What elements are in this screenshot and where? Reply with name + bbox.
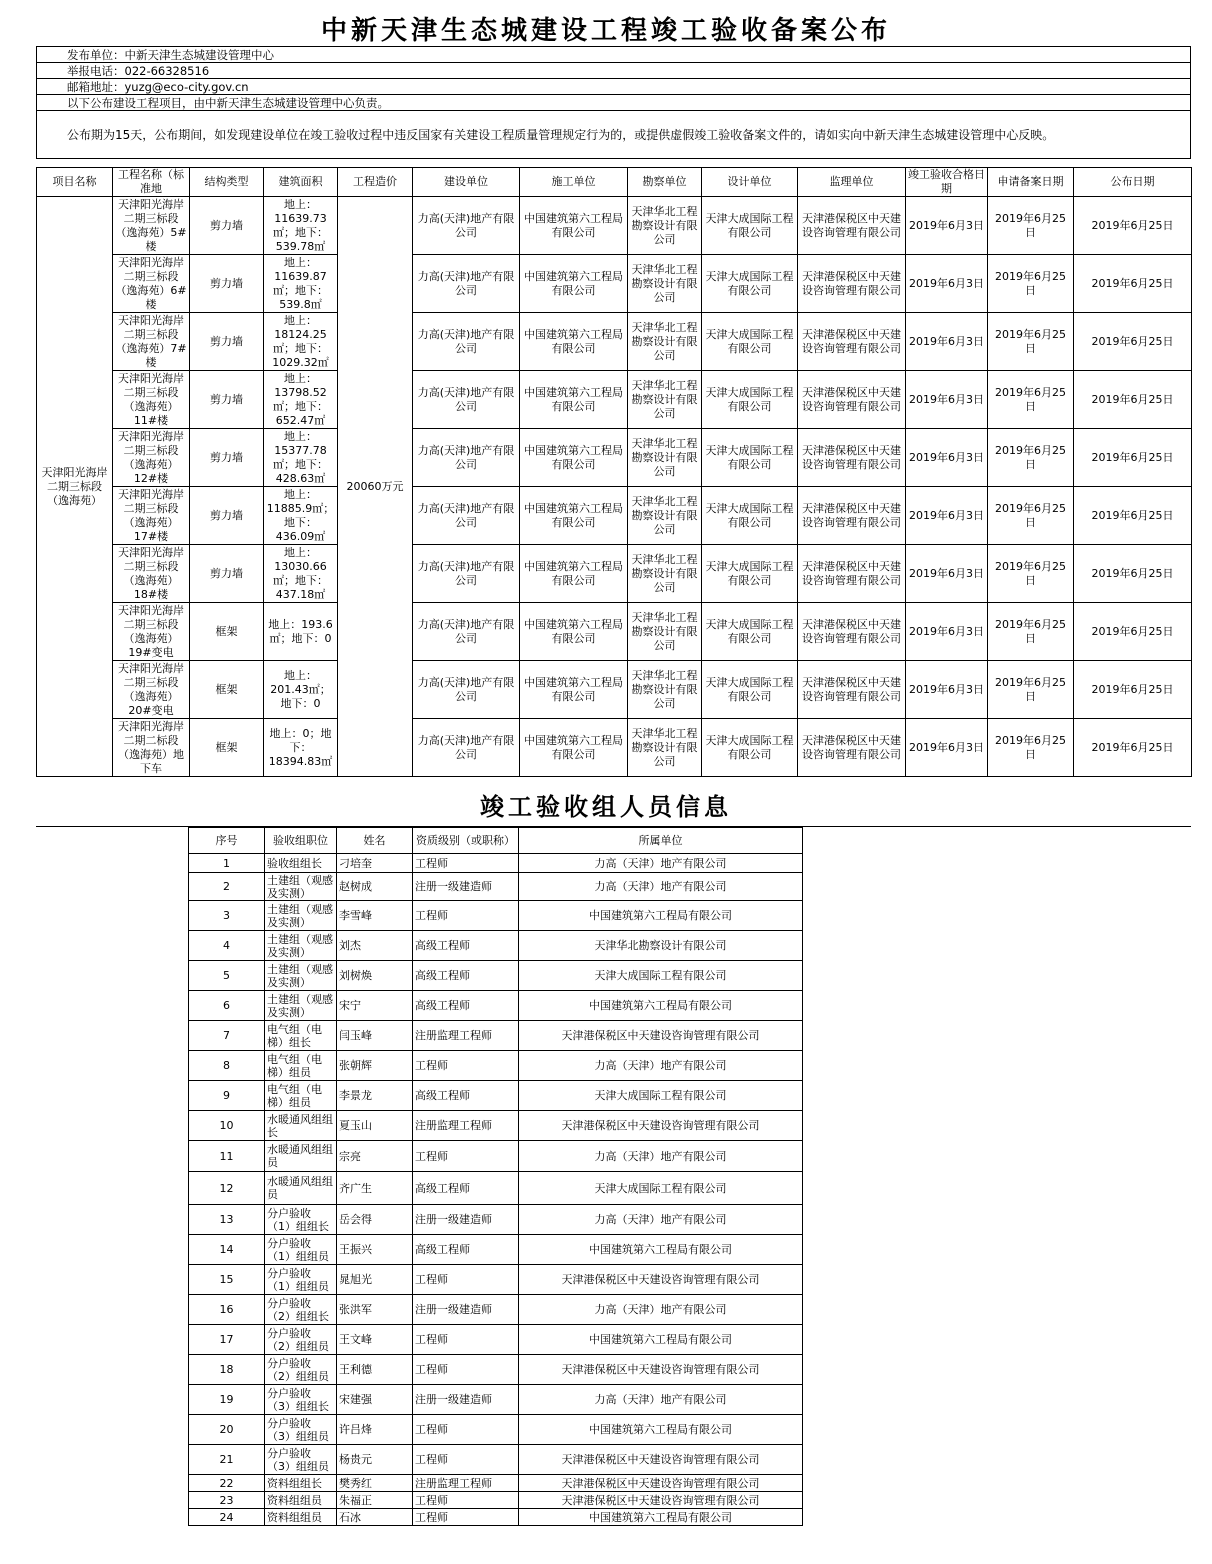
staff-no: 23 (189, 1492, 265, 1509)
staff-row (189, 961, 803, 991)
staff-level: 注册一级建造师 (413, 1205, 519, 1235)
work-name-cell: 天津阳光海岸二期三标段（逸海苑）18#楼 (113, 545, 190, 603)
designer-cell: 天津大成国际工程有限公司 (702, 313, 798, 371)
column-header: 设计单位 (702, 168, 798, 197)
staff-unit: 天津港保税区中天建设咨询管理有限公司 (519, 1111, 803, 1141)
designer-cell: 天津大成国际工程有限公司 (702, 719, 798, 777)
responsibility-line: 以下公布建设工程项目，由中新天津生态城建设管理中心负责。 (37, 95, 1191, 111)
staff-row (189, 1021, 803, 1051)
staff-no: 13 (189, 1205, 265, 1235)
work-name-cell: 天津阳光海岸二期二标段（逸海苑）地下车 (113, 719, 190, 777)
apply-date-cell: 2019年6月25日 (988, 197, 1074, 255)
project-name-cell: 天津阳光海岸二期三标段（逸海苑） (37, 197, 113, 777)
work-name-cell: 天津阳光海岸二期三标段（逸海苑）20#变电 (113, 661, 190, 719)
work-name-cell: 天津阳光海岸二期三标段（逸海苑）7#楼 (113, 313, 190, 371)
publish-date-cell: 2019年6月25日 (1074, 371, 1192, 429)
staff-row (189, 1445, 803, 1475)
staff-unit: 力高（天津）地产有限公司 (519, 854, 803, 873)
staff-name: 岳会得 (337, 1205, 413, 1235)
accept-date-cell: 2019年6月3日 (906, 603, 988, 661)
staff-row (189, 991, 803, 1021)
page-title: 中新天津生态城建设工程竣工验收备案公布 (320, 16, 891, 46)
area-cell: 地上：13030.66㎡；地下：437.18㎡ (264, 545, 338, 603)
staff-role: 分户验收（3）组组员 (265, 1415, 337, 1445)
staff-name: 张朝辉 (337, 1051, 413, 1081)
surveyor-cell: 天津华北工程勘察设计有限公司 (628, 719, 702, 777)
supervisor-cell: 天津港保税区中天建设咨询管理有限公司 (798, 429, 906, 487)
contractor-cell: 中国建筑第六工程局有限公司 (520, 197, 628, 255)
designer-cell: 天津大成国际工程有限公司 (702, 371, 798, 429)
column-header: 工程名称（标准地 (113, 168, 190, 197)
staff-level: 高级工程师 (413, 1081, 519, 1111)
supervisor-cell: 天津港保税区中天建设咨询管理有限公司 (798, 197, 906, 255)
builder-cell: 力高(天津)地产有限公司 (413, 371, 520, 429)
staff-row (189, 1355, 803, 1385)
staff-no: 1 (189, 854, 265, 873)
staff-no: 10 (189, 1111, 265, 1141)
staff-name: 王振兴 (337, 1235, 413, 1265)
staff-unit: 力高（天津）地产有限公司 (519, 1141, 803, 1172)
designer-cell: 天津大成国际工程有限公司 (702, 661, 798, 719)
staff-no: 4 (189, 931, 265, 961)
staff-no: 2 (189, 873, 265, 901)
staff-unit: 天津港保税区中天建设咨询管理有限公司 (519, 1021, 803, 1051)
staff-row (189, 901, 803, 931)
staff-row (189, 1172, 803, 1205)
staff-level: 工程师 (413, 854, 519, 873)
builder-cell: 力高(天津)地产有限公司 (413, 719, 520, 777)
apply-date-cell: 2019年6月25日 (988, 661, 1074, 719)
staff-level: 高级工程师 (413, 961, 519, 991)
builder-cell: 力高(天津)地产有限公司 (413, 313, 520, 371)
supervisor-cell: 天津港保税区中天建设咨询管理有限公司 (798, 487, 906, 545)
staff-row (189, 1111, 803, 1141)
publish-date-cell: 2019年6月25日 (1074, 487, 1192, 545)
staff-role: 电气组（电梯）组长 (265, 1021, 337, 1051)
publish-date-cell: 2019年6月25日 (1074, 197, 1192, 255)
apply-date-cell: 2019年6月25日 (988, 429, 1074, 487)
staff-role: 水暖通风组组员 (265, 1172, 337, 1205)
staff-unit: 天津港保税区中天建设咨询管理有限公司 (519, 1475, 803, 1492)
staff-row (189, 1415, 803, 1445)
staff-name: 闫玉峰 (337, 1021, 413, 1051)
contractor-cell: 中国建筑第六工程局有限公司 (520, 487, 628, 545)
staff-unit: 力高（天津）地产有限公司 (519, 1385, 803, 1415)
column-header: 结构类型 (190, 168, 264, 197)
surveyor-cell: 天津华北工程勘察设计有限公司 (628, 313, 702, 371)
phone-line: 举报电话：022-66328516 (37, 63, 1191, 79)
apply-date-cell: 2019年6月25日 (988, 719, 1074, 777)
work-name-cell: 天津阳光海岸二期三标段（逸海苑）12#楼 (113, 429, 190, 487)
builder-cell: 力高(天津)地产有限公司 (413, 603, 520, 661)
staff-unit: 天津港保税区中天建设咨询管理有限公司 (519, 1445, 803, 1475)
staff-row (189, 1509, 803, 1526)
staff-no: 6 (189, 991, 265, 1021)
accept-date-cell: 2019年6月3日 (906, 313, 988, 371)
staff-role: 电气组（电梯）组员 (265, 1081, 337, 1111)
staff-level: 工程师 (413, 1051, 519, 1081)
work-name-cell: 天津阳光海岸二期三标段（逸海苑）11#楼 (113, 371, 190, 429)
builder-cell: 力高(天津)地产有限公司 (413, 487, 520, 545)
staff-role: 土建组（观感及实测） (265, 991, 337, 1021)
staff-name: 许吕烽 (337, 1415, 413, 1445)
publish-date-cell: 2019年6月25日 (1074, 255, 1192, 313)
cost-cell: 20060万元 (338, 197, 413, 777)
area-cell: 地上：11639.73㎡；地下：539.78㎡ (264, 197, 338, 255)
publish-date-cell: 2019年6月25日 (1074, 429, 1192, 487)
table-row (37, 371, 1192, 429)
structure-cell: 框架 (190, 719, 264, 777)
project-table (36, 167, 1192, 777)
staff-no: 8 (189, 1051, 265, 1081)
staff-name: 晁旭光 (337, 1265, 413, 1295)
staff-name: 宋宁 (337, 991, 413, 1021)
structure-cell: 剪力墙 (190, 197, 264, 255)
staff-table (188, 827, 803, 1526)
accept-date-cell: 2019年6月3日 (906, 487, 988, 545)
publish-date-cell: 2019年6月25日 (1074, 661, 1192, 719)
staff-column-header: 所属单位 (519, 828, 803, 854)
builder-cell: 力高(天津)地产有限公司 (413, 661, 520, 719)
staff-no: 12 (189, 1172, 265, 1205)
staff-level: 工程师 (413, 1445, 519, 1475)
staff-name: 朱福正 (337, 1492, 413, 1509)
contractor-cell: 中国建筑第六工程局有限公司 (520, 545, 628, 603)
structure-cell: 框架 (190, 661, 264, 719)
staff-name: 石冰 (337, 1509, 413, 1526)
accept-date-cell: 2019年6月3日 (906, 719, 988, 777)
staff-row (189, 1265, 803, 1295)
staff-row (189, 1475, 803, 1492)
staff-unit: 力高（天津）地产有限公司 (519, 1295, 803, 1325)
staff-name: 刘树焕 (337, 961, 413, 991)
staff-role: 电气组（电梯）组员 (265, 1051, 337, 1081)
area-cell: 地上：201.43㎡；地下：0 (264, 661, 338, 719)
area-cell: 地上：13798.52㎡；地下：652.47㎡ (264, 371, 338, 429)
staff-role: 分户验收（3）组组员 (265, 1445, 337, 1475)
staff-no: 11 (189, 1141, 265, 1172)
email-line: 邮箱地址：yuzg@eco-city.gov.cn (37, 79, 1191, 95)
staff-level: 高级工程师 (413, 1235, 519, 1265)
designer-cell: 天津大成国际工程有限公司 (702, 255, 798, 313)
staff-level: 高级工程师 (413, 991, 519, 1021)
table-row (37, 197, 1192, 255)
accept-date-cell: 2019年6月3日 (906, 371, 988, 429)
staff-level: 工程师 (413, 901, 519, 931)
staff-name: 王文峰 (337, 1325, 413, 1355)
staff-unit: 天津大成国际工程有限公司 (519, 1172, 803, 1205)
surveyor-cell: 天津华北工程勘察设计有限公司 (628, 255, 702, 313)
contractor-cell: 中国建筑第六工程局有限公司 (520, 255, 628, 313)
surveyor-cell: 天津华北工程勘察设计有限公司 (628, 197, 702, 255)
column-header: 建筑面积 (264, 168, 338, 197)
contractor-cell: 中国建筑第六工程局有限公司 (520, 661, 628, 719)
work-name-cell: 天津阳光海岸二期三标段（逸海苑）17#楼 (113, 487, 190, 545)
staff-unit: 天津大成国际工程有限公司 (519, 961, 803, 991)
column-header: 竣工验收合格日期 (906, 168, 988, 197)
staff-column-header: 姓名 (337, 828, 413, 854)
staff-role: 分户验收（1）组组长 (265, 1205, 337, 1235)
area-cell: 地上：0；地下：18394.83㎡ (264, 719, 338, 777)
staff-row (189, 1141, 803, 1172)
designer-cell: 天津大成国际工程有限公司 (702, 545, 798, 603)
staff-level: 注册一级建造师 (413, 1295, 519, 1325)
staff-name: 李雪峰 (337, 901, 413, 931)
staff-unit: 中国建筑第六工程局有限公司 (519, 1415, 803, 1445)
staff-role: 分户验收（2）组组员 (265, 1355, 337, 1385)
staff-no: 21 (189, 1445, 265, 1475)
staff-unit: 力高（天津）地产有限公司 (519, 1205, 803, 1235)
staff-role: 分户验收（3）组组长 (265, 1385, 337, 1415)
staff-role: 土建组（观感及实测） (265, 931, 337, 961)
notice-text: 公布期为15天，公布期间，如发现建设单位在竣工验收过程中违反国家有关建设工程质量管理规定行为的，或提供虚假竣工验收备案文件的，请如实向中新天津生态城建设管理中心反映。 (37, 111, 1191, 159)
staff-name: 杨贵元 (337, 1445, 413, 1475)
surveyor-cell: 天津华北工程勘察设计有限公司 (628, 487, 702, 545)
staff-column-header: 验收组职位 (265, 828, 337, 854)
staff-row (189, 873, 803, 901)
staff-unit: 中国建筑第六工程局有限公司 (519, 991, 803, 1021)
builder-cell: 力高(天津)地产有限公司 (413, 545, 520, 603)
table-row (37, 313, 1192, 371)
column-header: 项目名称 (37, 168, 113, 197)
staff-level: 高级工程师 (413, 931, 519, 961)
staff-row (189, 854, 803, 873)
staff-unit: 中国建筑第六工程局有限公司 (519, 1325, 803, 1355)
surveyor-cell: 天津华北工程勘察设计有限公司 (628, 371, 702, 429)
column-header: 申请备案日期 (988, 168, 1074, 197)
staff-unit: 中国建筑第六工程局有限公司 (519, 1509, 803, 1526)
staff-level: 工程师 (413, 1415, 519, 1445)
area-cell: 地上：11885.9㎡；地下：436.09㎡ (264, 487, 338, 545)
area-cell: 地上：11639.87㎡；地下：539.8㎡ (264, 255, 338, 313)
designer-cell: 天津大成国际工程有限公司 (702, 197, 798, 255)
surveyor-cell: 天津华北工程勘察设计有限公司 (628, 545, 702, 603)
staff-no: 7 (189, 1021, 265, 1051)
contractor-cell: 中国建筑第六工程局有限公司 (520, 313, 628, 371)
table-row (37, 255, 1192, 313)
staff-level: 高级工程师 (413, 1172, 519, 1205)
apply-date-cell: 2019年6月25日 (988, 603, 1074, 661)
publish-date-cell: 2019年6月25日 (1074, 545, 1192, 603)
staff-role: 土建组（观感及实测） (265, 961, 337, 991)
publish-date-cell: 2019年6月25日 (1074, 603, 1192, 661)
staff-unit: 天津港保税区中天建设咨询管理有限公司 (519, 1265, 803, 1295)
staff-unit: 天津港保税区中天建设咨询管理有限公司 (519, 1355, 803, 1385)
apply-date-cell: 2019年6月25日 (988, 371, 1074, 429)
staff-column-header: 序号 (189, 828, 265, 854)
staff-row (189, 1235, 803, 1265)
staff-level: 注册一级建造师 (413, 873, 519, 901)
staff-name: 齐广生 (337, 1172, 413, 1205)
surveyor-cell: 天津华北工程勘察设计有限公司 (628, 661, 702, 719)
staff-section-title: 竣工验收组人员信息 (480, 792, 732, 821)
work-name-cell: 天津阳光海岸二期三标段（逸海苑）6#楼 (113, 255, 190, 313)
apply-date-cell: 2019年6月25日 (988, 545, 1074, 603)
contractor-cell: 中国建筑第六工程局有限公司 (520, 371, 628, 429)
staff-level: 注册监理工程师 (413, 1021, 519, 1051)
staff-row (189, 1492, 803, 1509)
staff-level: 工程师 (413, 1355, 519, 1385)
staff-name: 张洪军 (337, 1295, 413, 1325)
contractor-cell: 中国建筑第六工程局有限公司 (520, 603, 628, 661)
staff-no: 24 (189, 1509, 265, 1526)
staff-role: 水暖通风组组长 (265, 1111, 337, 1141)
staff-level: 工程师 (413, 1509, 519, 1526)
contractor-cell: 中国建筑第六工程局有限公司 (520, 429, 628, 487)
apply-date-cell: 2019年6月25日 (988, 313, 1074, 371)
staff-role: 资料组组员 (265, 1509, 337, 1526)
staff-role: 土建组（观感及实测） (265, 873, 337, 901)
staff-no: 20 (189, 1415, 265, 1445)
staff-role: 分户验收（1）组组员 (265, 1265, 337, 1295)
staff-level: 注册监理工程师 (413, 1111, 519, 1141)
column-header: 公布日期 (1074, 168, 1192, 197)
accept-date-cell: 2019年6月3日 (906, 255, 988, 313)
designer-cell: 天津大成国际工程有限公司 (702, 429, 798, 487)
staff-name: 宗亮 (337, 1141, 413, 1172)
staff-role: 土建组（观感及实测） (265, 901, 337, 931)
structure-cell: 剪力墙 (190, 487, 264, 545)
staff-name: 夏玉山 (337, 1111, 413, 1141)
staff-name: 樊秀红 (337, 1475, 413, 1492)
staff-no: 9 (189, 1081, 265, 1111)
info-table (36, 46, 1191, 159)
staff-name: 刁培奎 (337, 854, 413, 873)
staff-no: 17 (189, 1325, 265, 1355)
staff-role: 分户验收（2）组组员 (265, 1325, 337, 1355)
supervisor-cell: 天津港保税区中天建设咨询管理有限公司 (798, 719, 906, 777)
staff-name: 赵树成 (337, 873, 413, 901)
structure-cell: 剪力墙 (190, 255, 264, 313)
publish-date-cell: 2019年6月25日 (1074, 719, 1192, 777)
staff-row (189, 1385, 803, 1415)
staff-name: 李景龙 (337, 1081, 413, 1111)
apply-date-cell: 2019年6月25日 (988, 255, 1074, 313)
staff-level: 工程师 (413, 1265, 519, 1295)
staff-no: 22 (189, 1475, 265, 1492)
apply-date-cell: 2019年6月25日 (988, 487, 1074, 545)
staff-role: 资料组组长 (265, 1475, 337, 1492)
table-row (37, 603, 1192, 661)
structure-cell: 剪力墙 (190, 313, 264, 371)
table-row (37, 719, 1192, 777)
staff-header-row (189, 828, 803, 854)
designer-cell: 天津大成国际工程有限公司 (702, 603, 798, 661)
staff-level: 工程师 (413, 1141, 519, 1172)
supervisor-cell: 天津港保税区中天建设咨询管理有限公司 (798, 603, 906, 661)
staff-role: 分户验收（1）组组员 (265, 1235, 337, 1265)
column-header: 监理单位 (798, 168, 906, 197)
area-cell: 地上：193.6㎡；地下：0 (264, 603, 338, 661)
staff-unit: 力高（天津）地产有限公司 (519, 873, 803, 901)
staff-row (189, 1051, 803, 1081)
staff-name: 宋建强 (337, 1385, 413, 1415)
supervisor-cell: 天津港保税区中天建设咨询管理有限公司 (798, 255, 906, 313)
staff-no: 3 (189, 901, 265, 931)
column-header: 工程造价 (338, 168, 413, 197)
builder-cell: 力高(天津)地产有限公司 (413, 197, 520, 255)
staff-row (189, 1295, 803, 1325)
staff-row (189, 1081, 803, 1111)
staff-unit: 中国建筑第六工程局有限公司 (519, 1235, 803, 1265)
staff-name: 刘杰 (337, 931, 413, 961)
staff-unit: 天津港保税区中天建设咨询管理有限公司 (519, 1492, 803, 1509)
accept-date-cell: 2019年6月3日 (906, 429, 988, 487)
publisher-line: 发布单位：中新天津生态城建设管理中心 (37, 47, 1191, 63)
staff-unit: 中国建筑第六工程局有限公司 (519, 901, 803, 931)
structure-cell: 剪力墙 (190, 429, 264, 487)
staff-level: 注册监理工程师 (413, 1475, 519, 1492)
accept-date-cell: 2019年6月3日 (906, 661, 988, 719)
staff-level: 注册一级建造师 (413, 1385, 519, 1415)
work-name-cell: 天津阳光海岸二期三标段（逸海苑）5#楼 (113, 197, 190, 255)
builder-cell: 力高(天津)地产有限公司 (413, 255, 520, 313)
publish-date-cell: 2019年6月25日 (1074, 313, 1192, 371)
staff-unit: 天津华北勘察设计有限公司 (519, 931, 803, 961)
table-header-row (37, 168, 1192, 197)
accept-date-cell: 2019年6月3日 (906, 545, 988, 603)
table-row (37, 487, 1192, 545)
staff-row (189, 1325, 803, 1355)
area-cell: 地上：15377.78㎡；地下：428.63㎡ (264, 429, 338, 487)
staff-no: 15 (189, 1265, 265, 1295)
surveyor-cell: 天津华北工程勘察设计有限公司 (628, 429, 702, 487)
builder-cell: 力高(天津)地产有限公司 (413, 429, 520, 487)
area-cell: 地上：18124.25㎡；地下：1029.32㎡ (264, 313, 338, 371)
staff-no: 14 (189, 1235, 265, 1265)
staff-row (189, 1205, 803, 1235)
staff-level: 工程师 (413, 1492, 519, 1509)
structure-cell: 框架 (190, 603, 264, 661)
staff-role: 资料组组员 (265, 1492, 337, 1509)
structure-cell: 剪力墙 (190, 545, 264, 603)
staff-no: 5 (189, 961, 265, 991)
structure-cell: 剪力墙 (190, 371, 264, 429)
column-header: 建设单位 (413, 168, 520, 197)
staff-no: 18 (189, 1355, 265, 1385)
table-row (37, 429, 1192, 487)
supervisor-cell: 天津港保税区中天建设咨询管理有限公司 (798, 313, 906, 371)
designer-cell: 天津大成国际工程有限公司 (702, 487, 798, 545)
supervisor-cell: 天津港保税区中天建设咨询管理有限公司 (798, 661, 906, 719)
supervisor-cell: 天津港保税区中天建设咨询管理有限公司 (798, 545, 906, 603)
work-name-cell: 天津阳光海岸二期三标段（逸海苑）19#变电 (113, 603, 190, 661)
staff-no: 16 (189, 1295, 265, 1325)
surveyor-cell: 天津华北工程勘察设计有限公司 (628, 603, 702, 661)
supervisor-cell: 天津港保税区中天建设咨询管理有限公司 (798, 371, 906, 429)
staff-unit: 天津大成国际工程有限公司 (519, 1081, 803, 1111)
staff-level: 工程师 (413, 1325, 519, 1355)
staff-unit: 力高（天津）地产有限公司 (519, 1051, 803, 1081)
table-row (37, 545, 1192, 603)
column-header: 施工单位 (520, 168, 628, 197)
staff-role: 水暖通风组组员 (265, 1141, 337, 1172)
staff-column-header: 资质级别（或职称） (413, 828, 519, 854)
staff-role: 验收组组长 (265, 854, 337, 873)
staff-no: 19 (189, 1385, 265, 1415)
staff-name: 王利德 (337, 1355, 413, 1385)
contractor-cell: 中国建筑第六工程局有限公司 (520, 719, 628, 777)
column-header: 勘察单位 (628, 168, 702, 197)
staff-row (189, 931, 803, 961)
accept-date-cell: 2019年6月3日 (906, 197, 988, 255)
staff-role: 分户验收（2）组组长 (265, 1295, 337, 1325)
table-row (37, 661, 1192, 719)
